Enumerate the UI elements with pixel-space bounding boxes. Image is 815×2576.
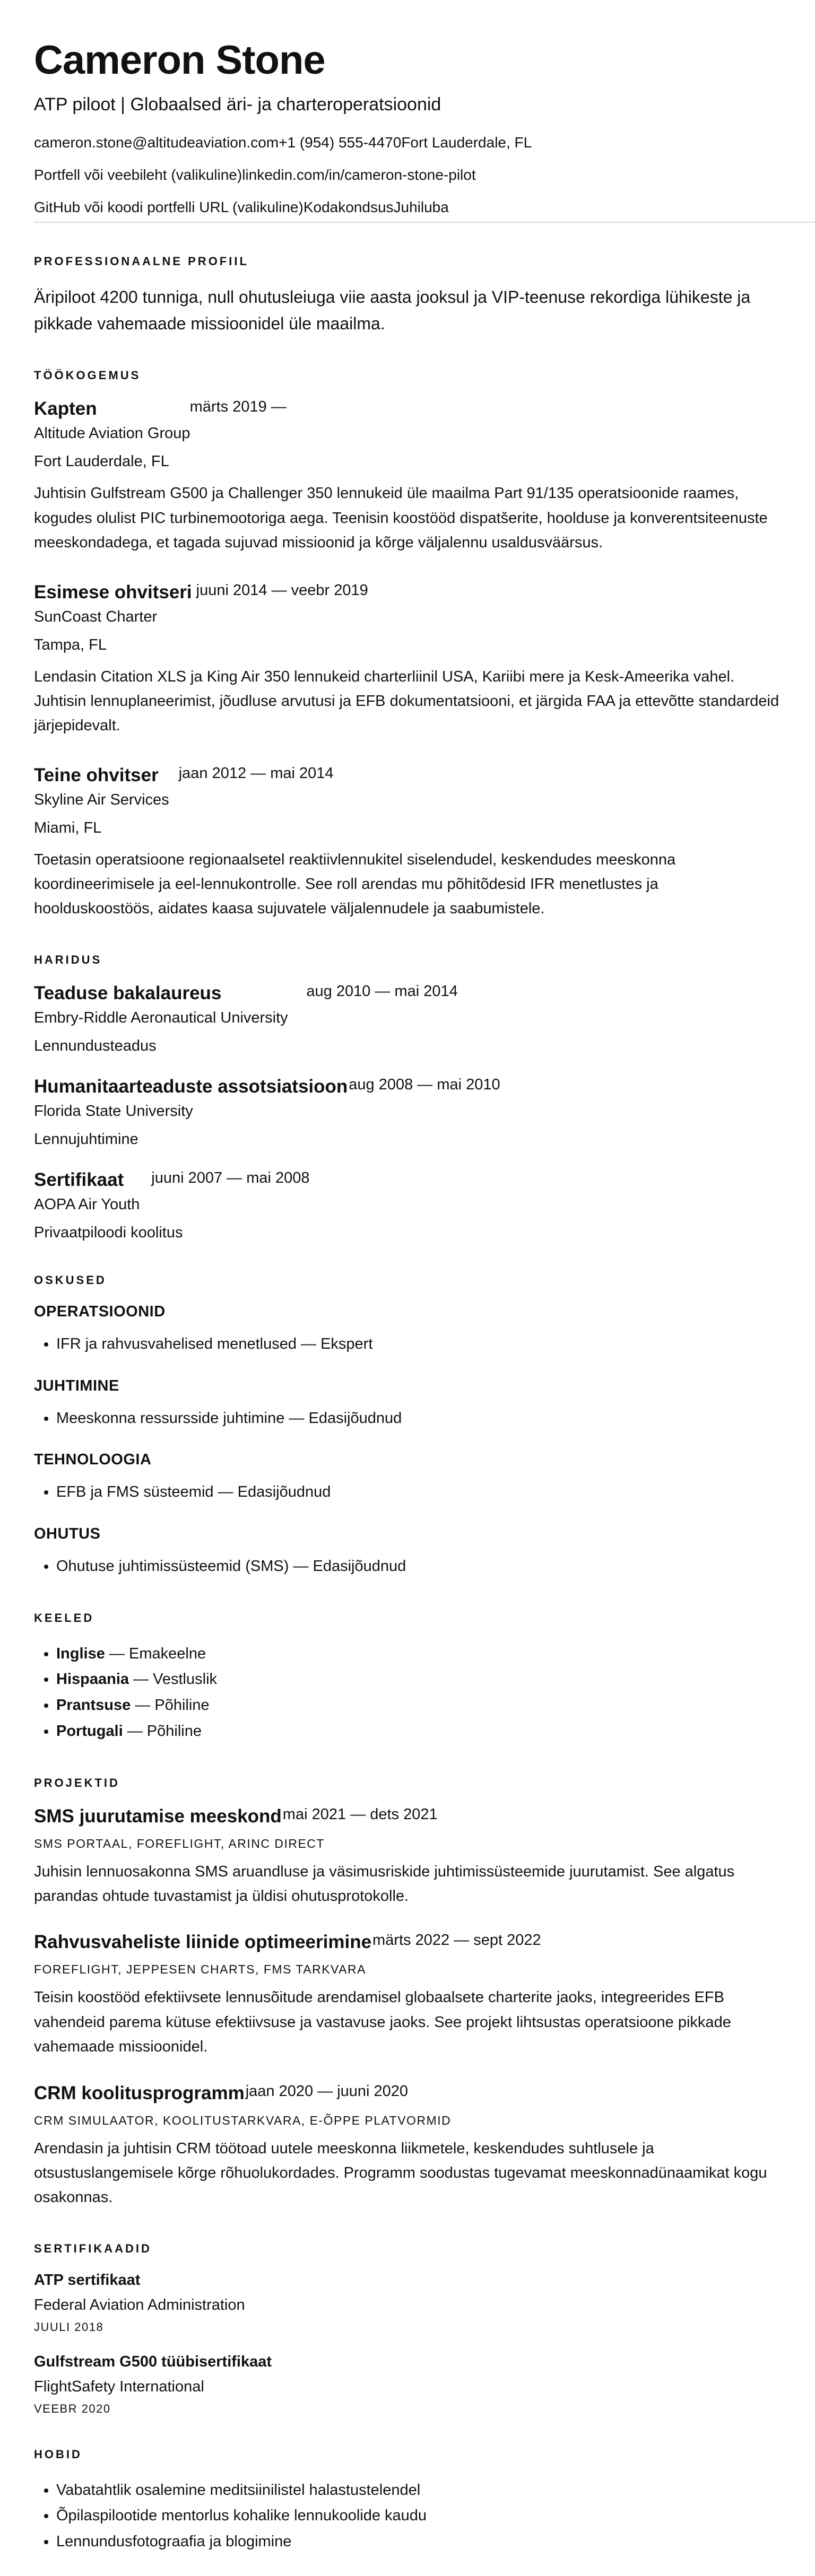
- section-title: HOBID: [34, 2447, 82, 2461]
- job-title: Esimese ohvitseri: [34, 581, 192, 602]
- candidate-name: Cameron Stone: [34, 38, 325, 83]
- language-level: Põhiline: [154, 1697, 210, 1714]
- projects-section: [34, 1776, 781, 2210]
- profile-text: Äripiloot 4200 tunniga, null ohutusleiuga viie aasta jooksul ja VIP-teenuse rekordiga lühikeste ja pikkade vahemaade missioonidel üle maailma.: [34, 287, 751, 333]
- company-name: Skyline Air Services: [34, 791, 169, 808]
- skill-group: [34, 1451, 781, 1505]
- skill-list: [34, 1553, 781, 1579]
- skill-category: OPERATSIOONID: [34, 1303, 166, 1320]
- language-name: Inglise: [56, 1645, 105, 1662]
- job-description: Toetasin operatsioone regionaalsetel reaktiivlennukitel siselendudel, keskendudes meeskonna koordineerimisele ja eel-lennukontrolle. See roll arendas mu põhitõdesid IFR menetlustes ja hoolduskoostöös, aidates kaasa sujuvatele väljalennudele ja saabumistele.: [34, 851, 676, 918]
- entry-heading: [34, 398, 781, 420]
- project-name: Rahvusvaheliste liinide optimeerimine: [34, 1932, 372, 1953]
- contact-phone[interactable]: +1 (954) 555-4470: [279, 134, 402, 151]
- project-dates: märts 2022 — sept 2022: [372, 1932, 541, 1949]
- section-title: PROJEKTID: [34, 1776, 120, 1789]
- degree-title: Teaduse bakalaureus: [34, 982, 222, 1003]
- entry-heading: [34, 765, 781, 786]
- experience-section: [34, 369, 781, 921]
- skill-list: [34, 1479, 781, 1505]
- skill-group: [34, 1377, 781, 1431]
- project-name: SMS juurutamise meeskond: [34, 1805, 282, 1827]
- school-name: Embry-Riddle Aeronautical University: [34, 1009, 288, 1026]
- education-dates: juuni 2007 — mai 2008: [151, 1169, 310, 1186]
- project-description: Juhisin lennuosakonna SMS aruandluse ja väsimusriskide juhtimissüsteemide juurutamist. See algatus parandas ohtude tuvastamist ja üldisi ohutusprotokolle.: [34, 1863, 735, 1905]
- project-description: Teisin koostööd efektiivsete lennusõitude arendamisel globaalsete charterite jaoks, integreerides EFB vahendeid parema kütuse efektiivsuse ja vastavuse jaoks. See projekt lihtsustas operatsioone pikkade vahemaade missioonidel.: [34, 1989, 731, 2056]
- portfolio-label: Portfell või veebileht (valikuline): [34, 166, 242, 183]
- entry-heading: [34, 983, 781, 1004]
- language-level: Vestluslik: [153, 1671, 218, 1688]
- job-title: Kapten: [34, 398, 97, 420]
- skill-category: OHUTUS: [34, 1525, 101, 1543]
- project-tech: SMS PORTAAL, FOREFLIGHT, ARINC DIRECT: [34, 1836, 325, 1850]
- certification-entry: [34, 2353, 781, 2416]
- skill-list: [34, 1405, 781, 1431]
- education-dates: aug 2008 — mai 2010: [349, 1076, 500, 1093]
- contact-location: Fort Lauderdale, FL: [401, 134, 532, 151]
- company-name: Altitude Aviation Group: [34, 425, 190, 442]
- certifications-section: [34, 2242, 781, 2416]
- job-dates: juuni 2014 — veebr 2019: [196, 581, 368, 599]
- certification-name: Gulfstream G500 tüübisertifikaat: [34, 2353, 272, 2370]
- section-title: TÖÖKOGEMUS: [34, 369, 141, 382]
- language-item: [56, 1666, 781, 1692]
- job-description: Juhtisin Gulfstream G500 ja Challenger 350 lennukeid üle maailma Part 91/135 operatsioonide raames, kogudes olulist PIC turbinemootoriga aega. Teenisin koostööd dispatšerite, hoolduse ja konverentsiteenuste meeskondadega, et tagada sujuvad missioonid ja kõrge väljalennu usaldusväärsus.: [34, 485, 768, 552]
- citizenship-label: Kodakondsus: [303, 198, 394, 215]
- certification-issuer: Federal Aviation Administration: [34, 2296, 245, 2313]
- certification-date: JUULI 2018: [34, 2320, 104, 2334]
- contact-row-2: [34, 164, 781, 185]
- portfolio-link[interactable]: linkedin.com/in/cameron-stone-pilot: [242, 166, 476, 183]
- education-section: [34, 953, 781, 1242]
- language-item: [56, 1718, 781, 1744]
- skill-item: • IFR ja rahvusvahelised menetlused — Ekspert: [56, 1331, 781, 1357]
- language-name: Prantsuse: [56, 1697, 131, 1714]
- section-title: SERTIFIKAADID: [34, 2241, 152, 2255]
- languages-section: [34, 1611, 781, 1744]
- profile-section: [34, 255, 781, 337]
- skills-section: [34, 1273, 781, 1579]
- language-separator: —: [131, 1697, 155, 1714]
- project-dates: jaan 2020 — juuni 2020: [245, 2082, 409, 2100]
- language-list: [34, 1641, 781, 1744]
- school-name: Florida State University: [34, 1102, 193, 1120]
- language-name: Portugali: [56, 1722, 123, 1740]
- experience-entry: [34, 765, 781, 921]
- citizenship-value: Juhiluba: [393, 198, 449, 215]
- job-location: Fort Lauderdale, FL: [34, 453, 169, 470]
- section-title: PROFESSIONAALNE PROFIIL: [34, 255, 249, 268]
- skill-group: [34, 1303, 781, 1357]
- skill-group: [34, 1525, 781, 1579]
- degree-title: Humanitaarteaduste assotsiatsioon: [34, 1076, 348, 1097]
- github-label: GitHub või koodi portfelli URL (valikuline): [34, 198, 304, 215]
- contact-row-3: [34, 197, 781, 217]
- skill-item: • EFB ja FMS süsteemid — Edasijõudnud: [56, 1479, 781, 1505]
- job-description: Lendasin Citation XLS ja King Air 350 lennukeid charterliinil USA, Kariibi mere ja Kesk-Ameerika vahel. Juhtisin lennuplaneerimist, jõudluse arvutusi ja EFB dokumentatsiooni, et järgida FAA ja ettevõtte standardeid järjepidevalt.: [34, 668, 779, 735]
- resume-header: [34, 38, 781, 217]
- skill-item: • Ohutuse juhtimissüsteemid (SMS) — Edasijõudnud: [56, 1553, 781, 1579]
- job-location: Tampa, FL: [34, 636, 107, 653]
- education-entry: [34, 1169, 781, 1242]
- language-separator: —: [105, 1645, 129, 1662]
- language-item: [56, 1641, 781, 1667]
- degree-title: Sertifikaat: [34, 1169, 124, 1190]
- section-title: OSKUSED: [34, 1273, 107, 1287]
- project-description: Arendasin ja juhtisin CRM töötoad uutele meeskonna liikmetele, keskendudes suhtlusele ja otsustuslangemisele kõrge rõhuolukordades. Programm soodustas tugevamat meeskonnadünaamikat kogu osakonnas.: [34, 2140, 767, 2206]
- certification-issuer: FlightSafety International: [34, 2378, 204, 2395]
- skill-category: JUHTIMINE: [34, 1377, 119, 1394]
- education-entry: [34, 983, 781, 1055]
- certification-entry: [34, 2272, 781, 2334]
- section-title: HARIDUS: [34, 953, 102, 966]
- contact-row-1: [34, 132, 781, 153]
- hobby-item: • Õpilaspilootide mentorlus kohalike lennukoolide kaudu: [56, 2503, 781, 2529]
- hobby-list: [34, 2477, 781, 2555]
- entry-heading: [34, 1806, 781, 1827]
- project-entry: [34, 1806, 781, 1909]
- job-dates: jaan 2012 — mai 2014: [178, 764, 334, 782]
- entry-heading: [34, 2083, 781, 2104]
- language-level: Põhiline: [146, 1722, 202, 1740]
- section-title: KEELED: [34, 1611, 94, 1625]
- job-title: Teine ohvitser: [34, 764, 159, 785]
- project-dates: mai 2021 — dets 2021: [282, 1805, 438, 1823]
- job-dates: märts 2019 —: [189, 398, 287, 416]
- education-dates: aug 2010 — mai 2014: [306, 982, 458, 1000]
- entry-heading: [34, 1932, 781, 1953]
- language-separator: —: [129, 1671, 153, 1688]
- language-name: Hispaania: [56, 1671, 129, 1688]
- skill-category: TEHNOLOOGIA: [34, 1451, 152, 1469]
- project-tech: FOREFLIGHT, JEPPESEN CHARTS, FMS TARKVARA: [34, 1962, 366, 1977]
- certification-date: VEEBR 2020: [34, 2402, 111, 2415]
- hobby-item: • Lennundusfotograafia ja blogimine: [56, 2529, 781, 2555]
- experience-entry: [34, 398, 781, 555]
- project-tech: CRM SIMULAATOR, KOOLITUSTARKVARA, E-ÕPPE PLATVORMID: [34, 2113, 452, 2127]
- field-of-study: Lennujuhtimine: [34, 1130, 138, 1148]
- field-of-study: Privaatpiloodi koolitus: [34, 1224, 183, 1241]
- school-name: AOPA Air Youth: [34, 1195, 140, 1213]
- job-location: Miami, FL: [34, 819, 102, 836]
- certification-name: ATP sertifikaat: [34, 2271, 141, 2289]
- language-separator: —: [123, 1722, 147, 1740]
- contact-email[interactable]: cameron.stone@altitudeaviation.com: [34, 134, 279, 151]
- company-name: SunCoast Charter: [34, 608, 158, 625]
- entry-heading: [34, 1076, 781, 1097]
- project-name: CRM koolitusprogramm: [34, 2082, 245, 2103]
- hobbies-section: [34, 2448, 781, 2555]
- education-entry: [34, 1076, 781, 1148]
- experience-entry: [34, 582, 781, 738]
- entry-heading: [34, 1169, 781, 1191]
- header-divider: [34, 222, 815, 223]
- project-entry: [34, 1932, 781, 2059]
- language-item: [56, 1692, 781, 1718]
- field-of-study: Lennundusteadus: [34, 1037, 157, 1054]
- skill-item: • Meeskonna ressursside juhtimine — Edasijõudnud: [56, 1405, 781, 1431]
- candidate-headline: ATP piloot | Globaalsed äri- ja charteroperatsioonid: [34, 94, 441, 115]
- entry-heading: [34, 582, 781, 603]
- project-entry: [34, 2083, 781, 2210]
- language-level: Emakeelne: [128, 1645, 206, 1662]
- skill-list: [34, 1331, 781, 1357]
- hobby-item: • Vabatahtlik osalemine meditsiinilistel halastustelendel: [56, 2477, 781, 2503]
